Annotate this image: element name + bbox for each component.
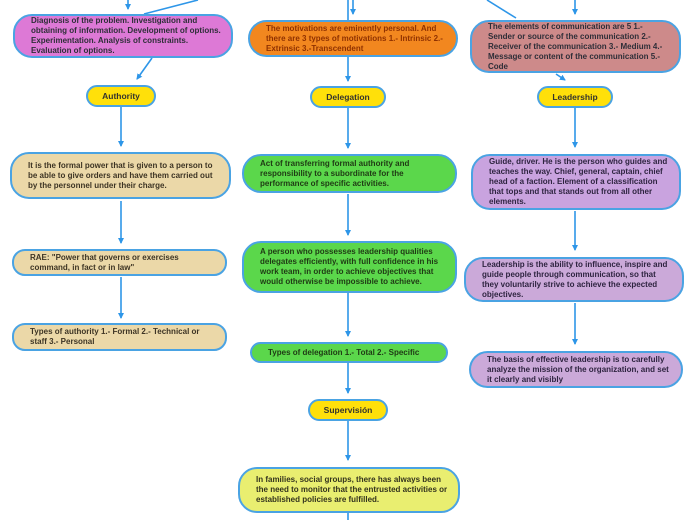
connector-diagnosis-to-authority [137,58,152,79]
node-authority-types-text: Types of authority 1.- Formal 2.- Technical or staff 3.- Personal [30,327,200,346]
node-authority-rae[interactable] [12,249,227,276]
node-supervision[interactable] [308,399,388,421]
node-motivations-text: The motivations are eminently personal. And there are 3 types of motivations 1.- Intrinsic 2.-Extrinsic 3.-Transcendent [266,23,443,53]
node-delegation-types-text: Types of delegation 1.- Total 2.- Specific [268,347,420,357]
node-delegation-leader-qualities[interactable] [242,241,457,293]
node-authority-label: Authority [102,91,140,101]
connector-topleft-to-communication [487,0,516,18]
node-communication-elements[interactable] [470,20,681,73]
node-leadership-definition-text: Guide, driver. He is the person who guides and teaches the way. Chief, general, captain, chief head of a faction. Element of a classification that tops and that stands out from all other elements. [489,157,668,206]
node-delegation-definition[interactable] [242,154,457,193]
node-delegation-types[interactable] [250,342,448,363]
node-authority-definition[interactable] [10,152,231,199]
node-leadership-basis-text: The basis of effective leadership is to carefully analyze the mission of the organization, and set it clearly and visibly [487,354,669,384]
node-authority-types[interactable] [12,323,227,351]
node-delegation-definition-text: Act of transferring formal authority and responsibility to a subordinate for the performance of specific activities. [260,158,410,188]
node-leadership-definition[interactable] [471,154,681,210]
node-leadership-ability-text: Leadership is the ability to influence, inspire and guide people through communication, so that they voluntarily strive to achieve the expected objectives. [482,259,668,299]
node-authority[interactable] [86,85,156,107]
node-supervision-need[interactable] [238,467,460,513]
node-motivations[interactable] [248,20,458,57]
node-leadership[interactable] [537,86,613,108]
node-leadership-label: Leadership [552,92,598,102]
node-diagnosis-text: Diagnosis of the problem. Investigation and obtaining of information. Development of options. Experimentation. Analysis of constraints. Evaluation of options. [31,16,221,55]
node-supervision-need-text: In families, social groups, there has always been the need to monitor that the entrusted activities or established policies are fulfilled. [256,475,448,504]
node-delegation[interactable] [310,86,386,108]
node-delegation-leader-qualities-text: A person who possesses leadership qualities delegates efficiently, with full confidence in his work team, in order to achieve objectives that would otherwise be impossible to achieve. [260,247,439,286]
connector-communication-to-leadership [556,74,565,80]
node-leadership-ability[interactable] [464,257,684,302]
node-diagnosis[interactable] [13,14,233,58]
node-communication-elements-text: The elements of communication are 5 1.- Sender or source of the communication 2.- Receiver of the communication 3.- Medium 4.- Message or content of the communication 5.- Code [488,21,663,71]
node-leadership-basis[interactable] [469,351,683,388]
node-supervision-label: Supervisión [323,405,373,415]
node-delegation-label: Delegation [326,92,370,102]
connector-topright-to-diagnosis [144,0,198,14]
node-authority-definition-text: It is the formal power that is given to a person to be able to give orders and have them carried out by the personnel under their charge. [28,160,213,190]
node-authority-rae-text: RAE: "Power that governs or exercises command, in fact or in law" [30,252,179,272]
